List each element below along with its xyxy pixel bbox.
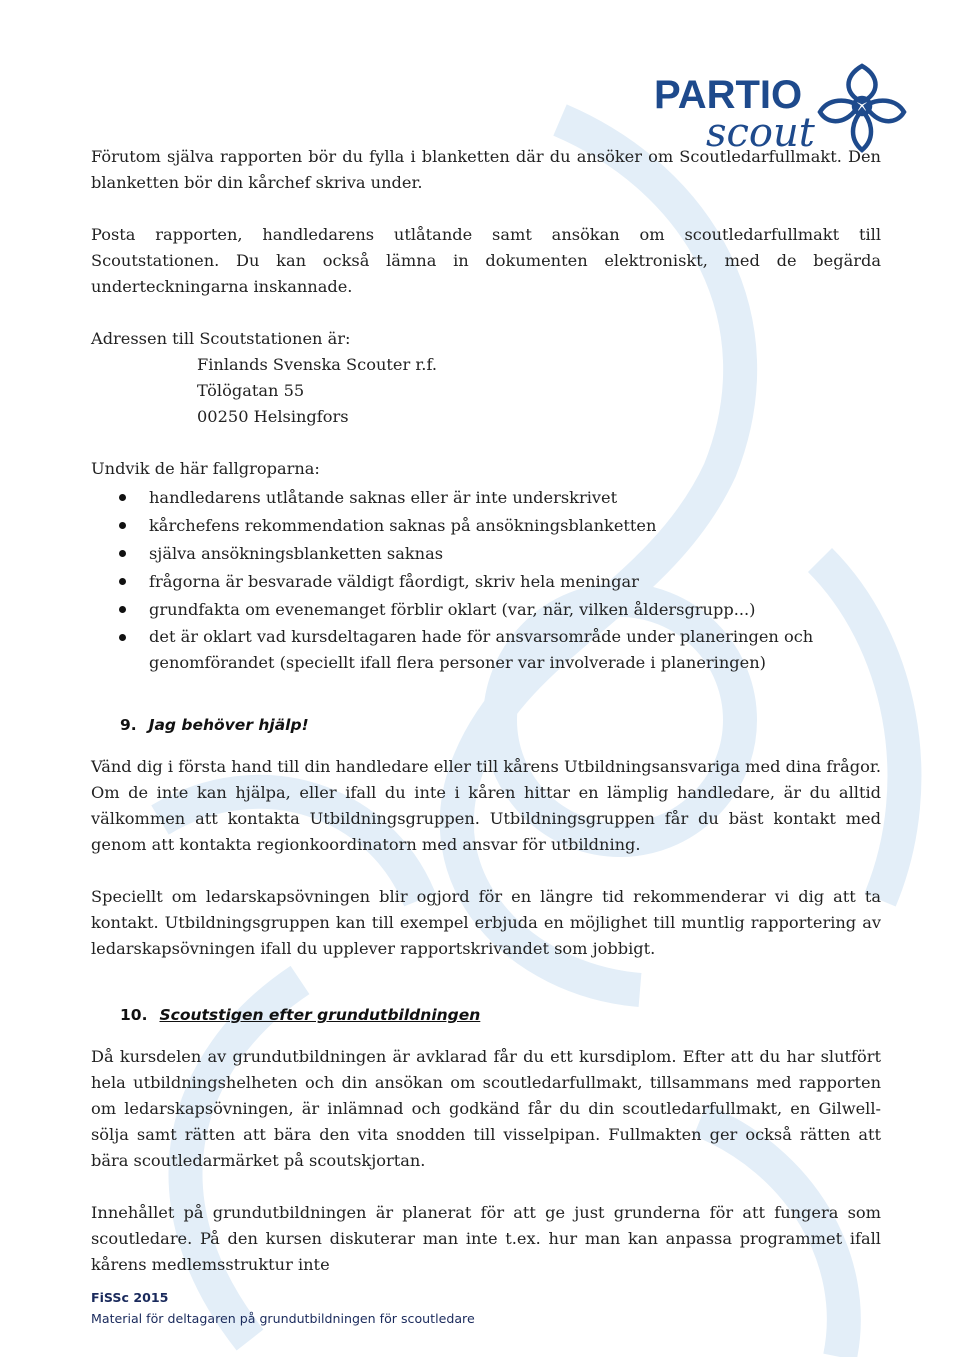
paragraph-posting: Posta rapporten, handledarens utlåtande samt ansökan om scoutledarfullmakt till Scoutstationen. Du kan också lämna in dokumenten elektroniskt, med de begärda underteckningarna inskannade. [91, 225, 881, 296]
list-item: handledarens utlåtande saknas eller är inte underskrivet [91, 484, 881, 512]
address-intro: Adressen till Scoutstationen är: [91, 329, 351, 348]
trefoil-emblem-icon [820, 66, 904, 150]
partio-scout-logo [650, 54, 910, 154]
list-item: det är oklart vad kursdeltagaren hade för ansvarsområde under planeringen och genomförandet (speciellt ifall flera personer var involverade i planeringen) [91, 624, 881, 676]
address-line-3: 00250 Helsingfors [197, 407, 349, 426]
address-line-1: Finlands Svenska Scouter r.f. [197, 355, 438, 374]
list-item: kårchefens rekommendation saknas på ansökningsblanketten [91, 512, 881, 540]
section-number: 10. [120, 1006, 148, 1024]
document-body [91, 144, 881, 1278]
section-title: Jag behöver hjälp! [148, 716, 309, 734]
footer-line-2: Material för deltagaren på grundutbildningen för scoutledare [91, 1311, 475, 1326]
section-number: 9. [120, 716, 137, 734]
list-item: själva ansökningsblanketten saknas [91, 540, 881, 568]
page-footer [91, 1287, 475, 1329]
paragraph-intro: Förutom själva rapporten bör du fylla i blanketten där du ansöker om Scoutledarfullmakt. Den blanketten bör din kårchef skriva under. [91, 147, 881, 192]
footer-line-1: FiSSc 2015 [91, 1290, 169, 1305]
logo-word-scout: scout [706, 110, 815, 154]
address-block [91, 326, 881, 430]
bullet-icon [119, 494, 126, 501]
section-10-paragraph-2: Innehållet på grundutbildningen är planerat för att ge just grunderna för att fungera som scoutledare. På den kursen diskuterar man inte t.ex. hur man kan anpassa programmet ifall kårens medlemsstruktur inte [91, 1203, 881, 1274]
section-title: Scoutstigen efter grundutbildningen [159, 1006, 481, 1024]
bullet-icon [119, 606, 126, 613]
bullet-icon [119, 522, 126, 529]
pitfalls-intro: Undvik de här fallgroparna: [91, 459, 320, 478]
bullet-icon [119, 550, 126, 557]
bullet-icon [119, 634, 126, 641]
section-10-heading [120, 1002, 881, 1028]
section-9-paragraph-1: Vänd dig i första hand till din handledare eller till kårens Utbildningsansvariga med dina frågor. Om de inte kan hjälpa, eller ifall du inte i kåren hittar en lämplig handledare, är du alltid välkommen att kontakta Utbildningsgruppen. Utbildningsgruppen får du bäst kontakt med genom att kontakta regionkoordinatorn med ansvar för utbildning. [91, 757, 881, 854]
section-10-paragraph-1: Då kursdelen av grundutbildningen är avklarad får du ett kursdiplom. Efter att du har slutfört hela utbildningshelheten och din ansökan om scoutledarfullmakt, tillsammans med rapporten om ledarskapsövningen, är inlämnad och godkänd får du din scoutledarfullmakt, en Gilwell-sölja samt rätten att bära den vita snodden till visselpipan. Fullmakten ger också rätten att bära scoutledarmärket på scoutskjortan. [91, 1047, 881, 1170]
list-item: frågorna är besvarade väldigt fåordigt, skriv hela meningar [91, 568, 881, 596]
section-9-heading [120, 712, 881, 738]
logo-word-partio: PARTIO [654, 73, 803, 117]
section-9-paragraph-2: Speciellt om ledarskapsövningen blir ogjord för en längre tid rekommenderar vi dig att ta kontakt. Utbildningsgruppen kan till exempel erbjuda en möjlighet till muntlig rapportering av ledarskapsövningen ifall du upplever rapportskrivandet som jobbigt. [91, 887, 881, 958]
address-line-2: Tölögatan 55 [197, 381, 305, 400]
bullet-icon [119, 578, 126, 585]
pitfalls-list [91, 484, 881, 676]
list-item: grundfakta om evenemanget förblir oklart (var, när, vilken åldersgrupp...) [91, 596, 881, 624]
